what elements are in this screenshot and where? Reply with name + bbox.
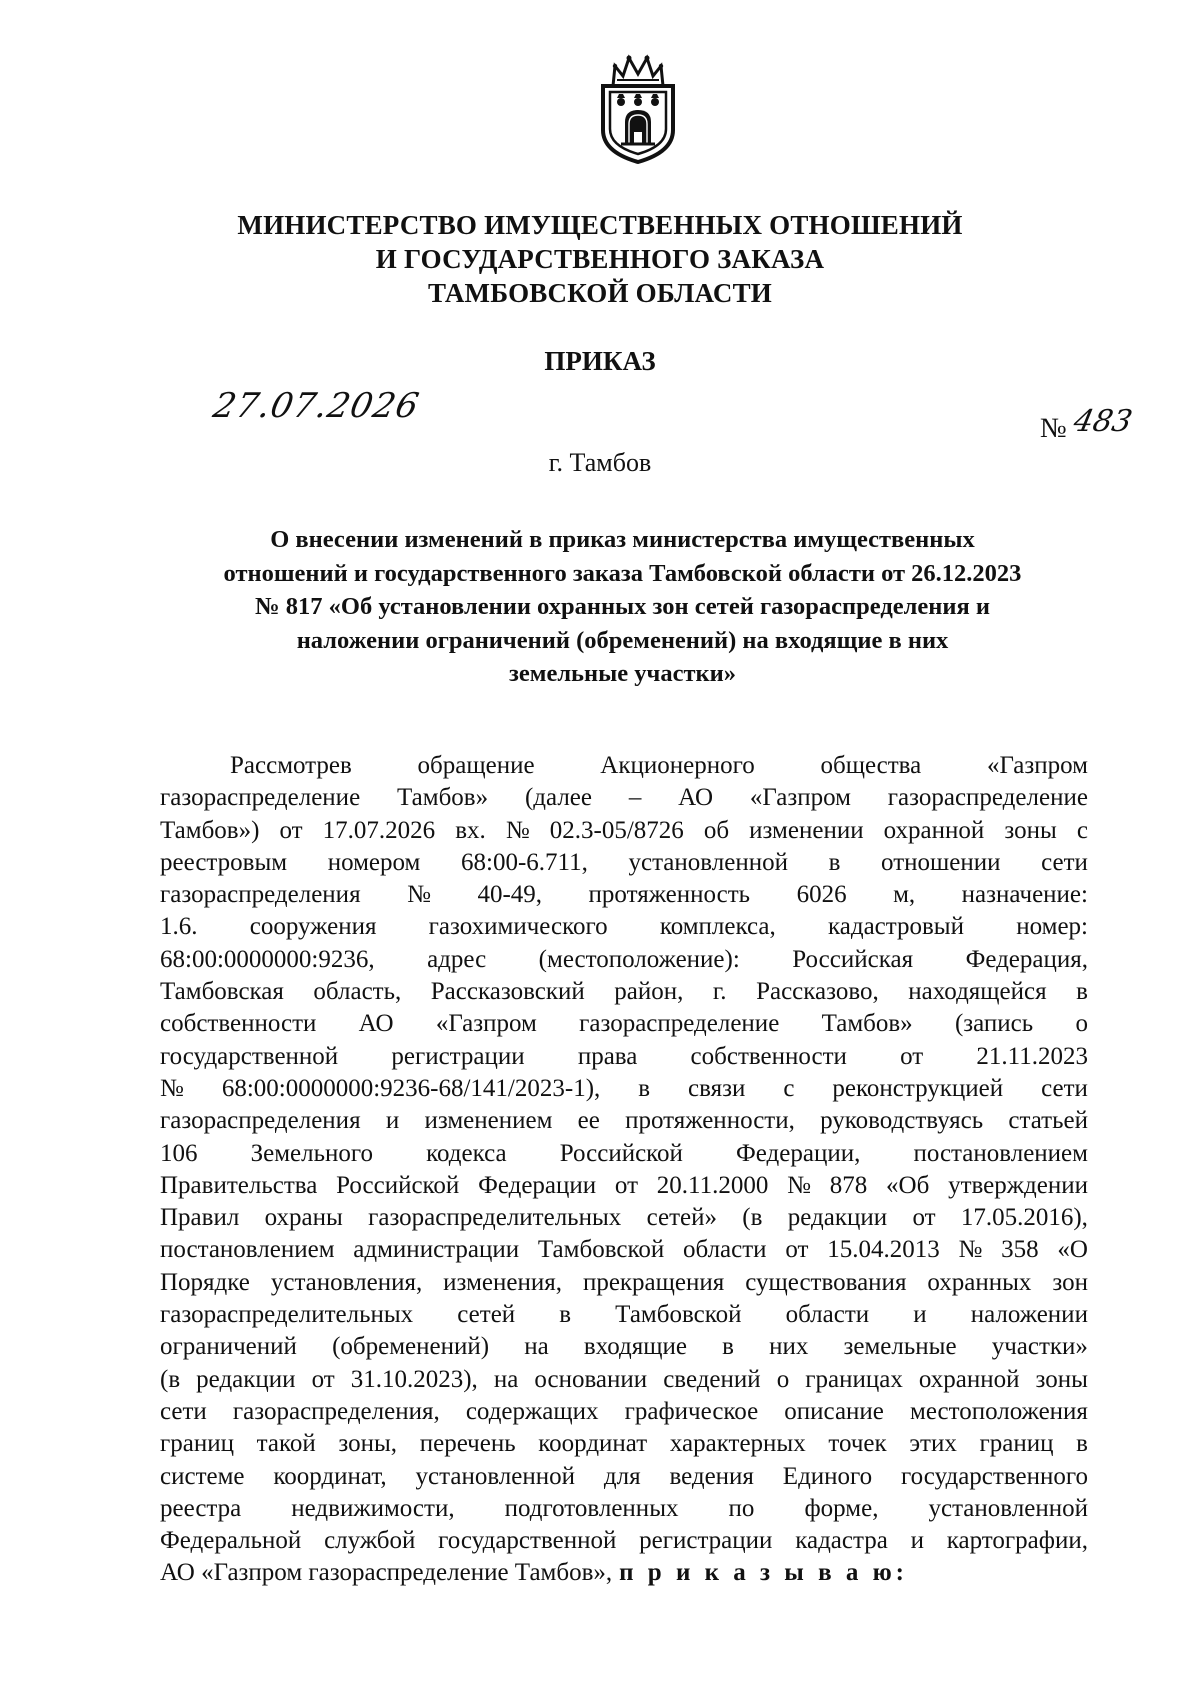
subject-line: наложении ограничений (обременений) на входящие в них — [296, 626, 949, 654]
body-word: – — [628, 784, 642, 812]
body-word: земельные — [843, 1333, 957, 1361]
body-word: Рассказовский — [430, 978, 585, 1006]
body-word: них — [769, 1333, 809, 1361]
body-word: 68:00:0000000:9236-68/141/2023-1), — [221, 1074, 601, 1102]
body-line — [160, 750, 1088, 782]
body-word: о — [1075, 1010, 1088, 1038]
body-word: основании — [534, 1365, 648, 1393]
body-word: Рассмотрев — [230, 752, 352, 779]
body-word: «Об — [886, 1171, 930, 1199]
body-word: сооружения — [249, 913, 377, 941]
body-word: Тамбов» — [821, 1010, 913, 1038]
body-word: Тамбовская — [160, 978, 284, 1006]
body-word: содержащих — [465, 1397, 599, 1425]
body-word: 6026 — [796, 881, 847, 909]
body-word: 358 — [1001, 1236, 1039, 1264]
body-word: в — [559, 1301, 572, 1329]
body-word: номер: — [1016, 913, 1088, 941]
subject-line: № 817 «Об установлении охранных зон сетей газораспределения и — [255, 593, 990, 620]
body-word: установленной — [628, 848, 788, 876]
body-word: от — [900, 1042, 924, 1070]
body-word: установленной — [415, 1462, 576, 1490]
body-word: 15.04.2013 — [827, 1236, 940, 1264]
body-word: реконструкцией — [832, 1074, 1004, 1102]
body-word: в — [638, 1074, 651, 1102]
body-word: Российской — [336, 1171, 460, 1199]
body-word: и — [910, 1527, 924, 1555]
body-word: «Газпром — [435, 1010, 537, 1038]
body-word: газораспределение — [579, 1010, 780, 1038]
body-word: реестровым — [160, 848, 288, 876]
body-word: границах — [805, 1365, 903, 1393]
body-word: и — [913, 1301, 927, 1329]
body-word: газораспределения — [160, 1107, 361, 1135]
subject-line: отношений и государственного заказа Тамбовской области от 26.12.2023 — [223, 559, 1022, 587]
body-word: ограничений — [160, 1333, 297, 1361]
body-word: местоположения — [910, 1397, 1088, 1425]
body-line — [160, 847, 1088, 879]
closing-line — [160, 1557, 1088, 1589]
body-word: картографии, — [946, 1527, 1088, 1555]
body-word: газораспределительных — [368, 1204, 622, 1232]
order-verb: п р и к а з ы в а ю: — [619, 1559, 909, 1587]
body-word: форме, — [804, 1494, 879, 1522]
body-word: Правил — [160, 1204, 240, 1232]
body-word: графическое — [624, 1397, 759, 1425]
body-word: постановлением — [913, 1139, 1088, 1167]
body-word: по — [728, 1494, 755, 1522]
body-line — [160, 1396, 1088, 1428]
body-line — [160, 1461, 1088, 1493]
body-line — [160, 1138, 1088, 1170]
body-line — [160, 1331, 1088, 1363]
body-word: газохимического — [428, 913, 608, 941]
body-word: зон — [1052, 1268, 1088, 1296]
body-word: область, — [313, 978, 402, 1006]
body-line — [160, 879, 1088, 911]
body-word: газораспределение — [160, 784, 361, 812]
body-word: г. — [712, 978, 727, 1006]
body-word: Рассказово, — [756, 978, 879, 1006]
body-word: (запись — [954, 1010, 1034, 1038]
body-word: системе — [160, 1462, 245, 1490]
body-word: прекращения — [582, 1268, 725, 1296]
body-word: в — [1076, 1430, 1088, 1458]
body-word: редакции — [196, 1365, 296, 1393]
body-line — [160, 1008, 1088, 1040]
body-line — [160, 944, 1088, 976]
body-word: государственной — [160, 1042, 339, 1070]
body-word: ведения — [669, 1462, 754, 1490]
body-word: сети — [1041, 1074, 1088, 1102]
body-word: утверждении — [948, 1171, 1088, 1199]
body-word: Единого — [782, 1462, 873, 1490]
body-word: м, — [893, 881, 916, 909]
body-word: (местоположение): — [538, 945, 740, 973]
body-line — [160, 1267, 1088, 1299]
body-line — [160, 1105, 1088, 1137]
handwritten-number: 483 — [1070, 404, 1135, 439]
body-word: 21.11.2023 — [976, 1042, 1088, 1070]
body-word: (далее — [524, 784, 592, 812]
body-word: номером — [327, 848, 421, 876]
body-word: комплекса, — [659, 913, 776, 941]
body-word: Российская — [792, 945, 914, 973]
body-word: права — [577, 1042, 638, 1070]
handwritten-date: 27.07.2026 — [209, 386, 423, 426]
body-word: АО — [678, 784, 714, 812]
body-word: Земельного — [250, 1139, 374, 1167]
body-word: № — [787, 1171, 811, 1199]
body-word: 40-49, — [477, 881, 543, 909]
body-word: изменении — [749, 816, 864, 844]
body-word: протяженность — [588, 881, 751, 909]
body-word: для — [603, 1462, 641, 1490]
body-word: сетей» — [646, 1204, 717, 1232]
body-line — [160, 782, 1088, 814]
body-line — [160, 815, 1088, 847]
body-word: государственной — [438, 1527, 617, 1555]
body-word: государственного — [901, 1462, 1088, 1490]
body-word: изменения, — [443, 1268, 562, 1296]
body-word: от — [614, 1171, 639, 1199]
body-word: Федеральной — [160, 1527, 302, 1555]
subject-line: О внесении изменений в приказ министерства имущественных — [270, 526, 975, 553]
body-line — [160, 1364, 1088, 1396]
body-word: описание — [784, 1397, 884, 1425]
body-word: существования — [745, 1268, 907, 1296]
body-word: 31.10.2023), — [350, 1365, 478, 1393]
body-word: участки» — [991, 1333, 1088, 1361]
body-word: 68:00:0000000:9236, — [160, 945, 375, 973]
ministry-line: МИНИСТЕРСТВО ИМУЩЕСТВЕННЫХ ОТНОШЕНИЙ — [237, 210, 963, 240]
body-word: вх. — [455, 816, 486, 844]
body-word: координат — [538, 1430, 648, 1458]
body-word: район, — [614, 978, 684, 1006]
body-word: охранной — [918, 1365, 1020, 1393]
body-word: от — [912, 1204, 936, 1232]
body-word: и — [385, 1107, 400, 1135]
body-word: редакции — [787, 1204, 888, 1232]
body-word: Тамбов») — [160, 816, 260, 844]
body-word: 17.07.2026 — [322, 816, 436, 844]
body-word: такой — [256, 1430, 316, 1458]
body-word: сети — [160, 1397, 207, 1425]
body-word: сведений — [663, 1365, 761, 1393]
body-line — [160, 1525, 1088, 1557]
body-word: 17.05.2016), — [960, 1204, 1088, 1232]
body-word: отношении — [881, 848, 1001, 876]
body-word: собственности — [690, 1042, 847, 1070]
body-line — [160, 976, 1088, 1008]
body-word: сетей — [457, 1301, 516, 1329]
body-word: об — [703, 816, 730, 844]
body-word: точек — [828, 1430, 887, 1458]
document-number — [1040, 404, 1135, 445]
body-word: зоны, — [338, 1430, 398, 1458]
body-word: Российской — [559, 1139, 683, 1167]
body-word: № — [505, 816, 530, 844]
body-line — [160, 1428, 1088, 1460]
body-word: Федерации, — [736, 1139, 861, 1167]
body-word: «Газпром — [749, 784, 851, 812]
body-word: (в — [160, 1365, 181, 1393]
body-line — [160, 1170, 1088, 1202]
body-word: газораспределение — [887, 784, 1088, 812]
body-word: газораспределения, — [232, 1397, 440, 1425]
body-word: № — [407, 881, 431, 909]
body-word: реестра — [160, 1494, 242, 1522]
body-word: ее — [577, 1107, 600, 1135]
tambov-coat-of-arms-icon — [593, 52, 683, 164]
body-word: в — [722, 1333, 734, 1361]
body-word: Тамбовской — [537, 1236, 665, 1264]
body-word: кадастра — [795, 1527, 888, 1555]
body-word: от — [311, 1365, 335, 1393]
body-word: кадастровый — [828, 913, 964, 941]
body-line — [160, 1299, 1088, 1331]
body-word: изменением — [424, 1107, 553, 1135]
body-word: границ — [979, 1430, 1054, 1458]
body-word: «О — [1057, 1236, 1088, 1264]
document-type: ПРИКАЗ — [544, 346, 656, 376]
body-word: газораспределительных — [160, 1301, 414, 1329]
body-word: о — [776, 1365, 790, 1393]
body-word: Акционерного — [600, 752, 755, 779]
body-word: на — [524, 1333, 549, 1361]
body-word: 1.6. — [160, 913, 198, 941]
body-word: кодекса — [426, 1139, 507, 1167]
body-line — [160, 1041, 1088, 1073]
body-word: Федерации — [478, 1171, 597, 1199]
body-word: Федерация, — [965, 945, 1088, 973]
body-word: наложении — [970, 1301, 1088, 1329]
body-word: протяженности, — [625, 1107, 795, 1135]
body-word: координат, — [273, 1462, 387, 1490]
body-word: Тамбовской — [615, 1301, 742, 1329]
body-word: службой — [324, 1527, 416, 1555]
body-word: регистрации — [639, 1527, 773, 1555]
body-word: границ — [160, 1430, 234, 1458]
closing-text: АО «Газпром газораспределение Тамбов», — [160, 1559, 613, 1587]
ministry-line: ТАМБОВСКОЙ ОБЛАСТИ — [427, 278, 773, 308]
body-word: охраны — [264, 1204, 343, 1232]
body-line — [160, 1493, 1088, 1525]
number-sign: № — [1040, 413, 1067, 444]
body-word: (в — [742, 1204, 763, 1232]
body-word: «Газпром — [986, 752, 1088, 779]
body-word: 878 — [829, 1171, 868, 1199]
body-word: установленной — [928, 1494, 1088, 1522]
ministry-line: И ГОСУДАРСТВЕННОГО ЗАКАЗА — [375, 244, 825, 274]
subject-line: земельные участки» — [509, 660, 736, 687]
order-subject — [160, 523, 1085, 691]
body-word: охранной — [883, 816, 985, 844]
body-word: с — [783, 1074, 795, 1102]
body-word: области — [682, 1236, 767, 1264]
body-word: подготовленных — [504, 1494, 679, 1522]
body-word: этих — [909, 1430, 957, 1458]
body-word: входящие — [583, 1333, 687, 1361]
body-word: области — [785, 1301, 870, 1329]
body-word: постановлением — [160, 1236, 335, 1264]
body-word: статьей — [1008, 1107, 1088, 1135]
body-line — [160, 911, 1088, 943]
order-body — [160, 750, 1088, 1590]
body-word: (обременений) — [332, 1333, 490, 1361]
body-word: установления, — [270, 1268, 423, 1296]
body-word: перечень — [419, 1430, 516, 1458]
body-line — [160, 1234, 1088, 1266]
body-word: связи — [688, 1074, 746, 1102]
body-word: назначение: — [961, 881, 1088, 909]
body-word: 68:00-6.711, — [461, 848, 588, 876]
body-word: общества — [820, 752, 922, 779]
body-word: находящейся — [908, 978, 1047, 1006]
body-word: адрес — [427, 945, 487, 973]
body-word: 106 — [160, 1139, 198, 1167]
body-word: администрации — [353, 1236, 520, 1264]
body-word: 02.3-05/8726 — [549, 816, 684, 844]
body-word: в — [1076, 978, 1088, 1006]
body-word: недвижимости, — [291, 1494, 455, 1522]
body-word: сети — [1041, 848, 1088, 876]
ministry-name — [160, 208, 1040, 310]
body-word: обращение — [417, 752, 535, 779]
body-word: с — [1076, 816, 1088, 844]
body-word: 20.11.2000 — [656, 1171, 769, 1199]
body-word: газораспределения — [160, 881, 361, 909]
body-line — [160, 1202, 1088, 1234]
body-word: АО — [358, 1010, 394, 1038]
body-word: Тамбов» — [397, 784, 489, 812]
body-word: Порядке — [160, 1268, 250, 1296]
body-word: характерных — [669, 1430, 806, 1458]
body-word: Правительства — [160, 1171, 318, 1199]
body-word: охранных — [927, 1268, 1032, 1296]
body-word: зоны — [1035, 1365, 1088, 1393]
city-of-issue: г. Тамбов — [548, 448, 652, 477]
body-word: от — [279, 816, 303, 844]
body-line — [160, 1073, 1088, 1105]
body-word: от — [785, 1236, 809, 1264]
body-word: зоны — [1004, 816, 1057, 844]
body-word: руководствуясь — [820, 1107, 984, 1135]
body-word: на — [493, 1365, 519, 1393]
body-word: в — [828, 848, 841, 876]
body-word: № — [160, 1074, 184, 1102]
body-word: № — [958, 1236, 983, 1264]
body-word: регистрации — [391, 1042, 525, 1070]
body-word: собственности — [160, 1010, 317, 1038]
